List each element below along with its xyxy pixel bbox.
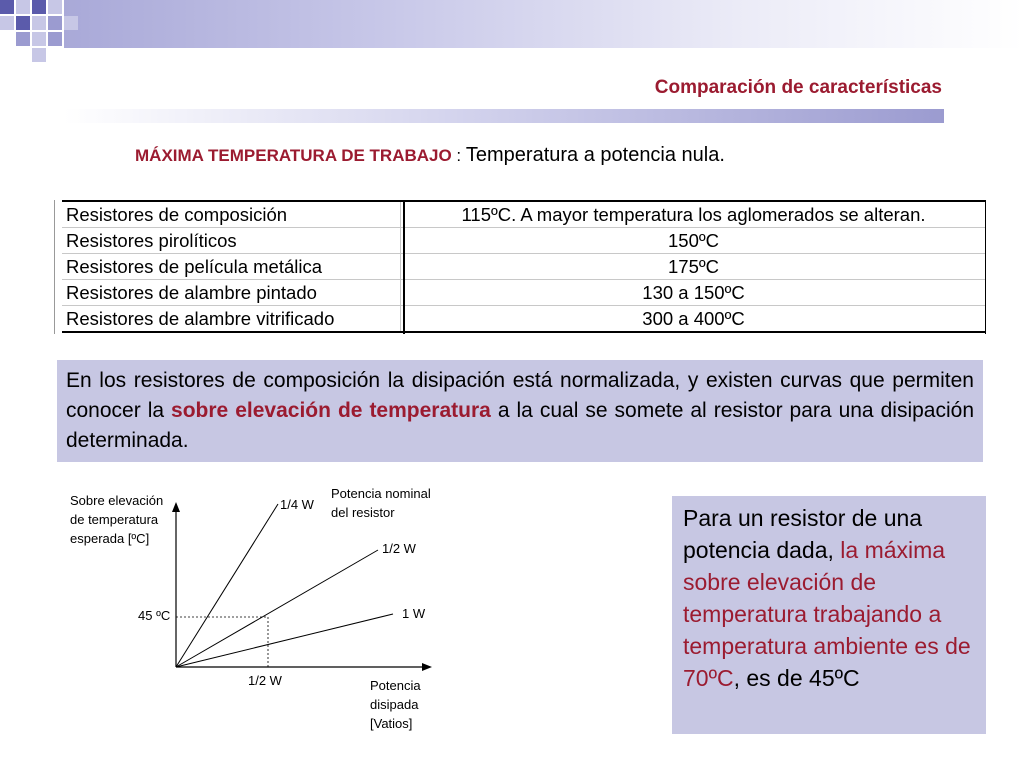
side-note-text: Para un resistor de una potencia dada, <box>683 505 923 563</box>
side-note-text-end: , es de 45ºC <box>733 665 860 691</box>
resistor-type-cell: Resistores de alambre vitrificado <box>62 306 401 333</box>
max-temperature-cell: 175ºC <box>668 256 719 277</box>
title-underline-bar <box>64 109 944 123</box>
max-temperature-cell: 130 a 150ºC <box>642 282 745 303</box>
side-note-box <box>672 496 986 734</box>
max-temperature-cell: 300 a 400ºC <box>642 308 745 329</box>
temperature-table <box>62 200 986 333</box>
x-axis-label-line: disipada <box>370 697 419 712</box>
header-gradient-bar <box>64 0 1024 48</box>
corner-squares-decoration <box>0 0 80 66</box>
table-row <box>62 306 986 333</box>
x-axis-arrow <box>422 663 432 671</box>
y-axis-label-line: esperada [ºC] <box>70 531 150 546</box>
explanation-box <box>57 360 983 462</box>
line-label-quarter-watt: 1/4 W <box>280 497 314 512</box>
line-label-one-watt: 1 W <box>402 606 426 621</box>
y-marker-label: 45 ºC <box>138 608 171 623</box>
resistor-type-cell: Resistores de alambre pintado <box>62 280 401 306</box>
resistor-type-cell: Resistores pirolíticos <box>62 228 401 254</box>
table-row <box>62 280 986 306</box>
table-left-rule <box>54 200 55 334</box>
y-axis-label-line: Sobre elevación <box>70 493 164 508</box>
temperature-rise-diagram <box>60 482 460 742</box>
subtitle <box>135 144 725 167</box>
table-right-rule <box>985 200 986 334</box>
subtitle-separator: : <box>451 146 466 165</box>
table-row <box>62 228 986 254</box>
nominal-power-label: Potencia nominal <box>331 486 431 501</box>
line-half-watt <box>176 550 378 667</box>
slide-title: Comparación de características <box>654 77 942 98</box>
table-column-divider <box>403 200 405 334</box>
y-axis-arrow <box>172 502 180 512</box>
max-temperature-cell: 150ºC <box>668 230 719 251</box>
explanation-text: En los resistores de composición la disipación está normalizada, y existen curvas que permiten conocer la <box>66 369 974 422</box>
explanation-emphasis: sobre elevación de temperatura <box>171 399 491 422</box>
line-label-half-watt: 1/2 W <box>382 541 416 556</box>
line-quarter-watt <box>176 504 278 667</box>
nominal-power-label: del resistor <box>331 505 395 520</box>
x-axis-label <box>370 678 421 731</box>
resistor-type-cell: Resistores de película metálica <box>62 254 401 280</box>
x-axis-label-line: Potencia <box>370 678 421 693</box>
resistor-type-cell: Resistores de composición <box>62 201 401 228</box>
explanation-text-end: a la cual se somete al resistor para una disipación determinada. <box>66 399 974 452</box>
subtitle-key: MÁXIMA TEMPERATURA DE TRABAJO <box>135 146 452 165</box>
x-marker-label: 1/2 W <box>248 673 282 688</box>
table-row <box>62 201 986 228</box>
y-axis-label-line: de temperatura <box>70 512 159 527</box>
subtitle-rest: Temperatura a potencia nula. <box>465 144 725 166</box>
x-axis-label-line: [Vatios] <box>370 716 413 731</box>
line-one-watt <box>176 614 393 667</box>
side-note-emphasis: la máxima sobre elevación de temperatura trabajando a temperatura ambiente es de 70ºC <box>683 537 971 691</box>
y-axis-label <box>70 493 163 546</box>
table-row <box>62 254 986 280</box>
max-temperature-cell: 115ºC. A mayor temperatura los aglomerados se alteran. <box>461 204 926 225</box>
